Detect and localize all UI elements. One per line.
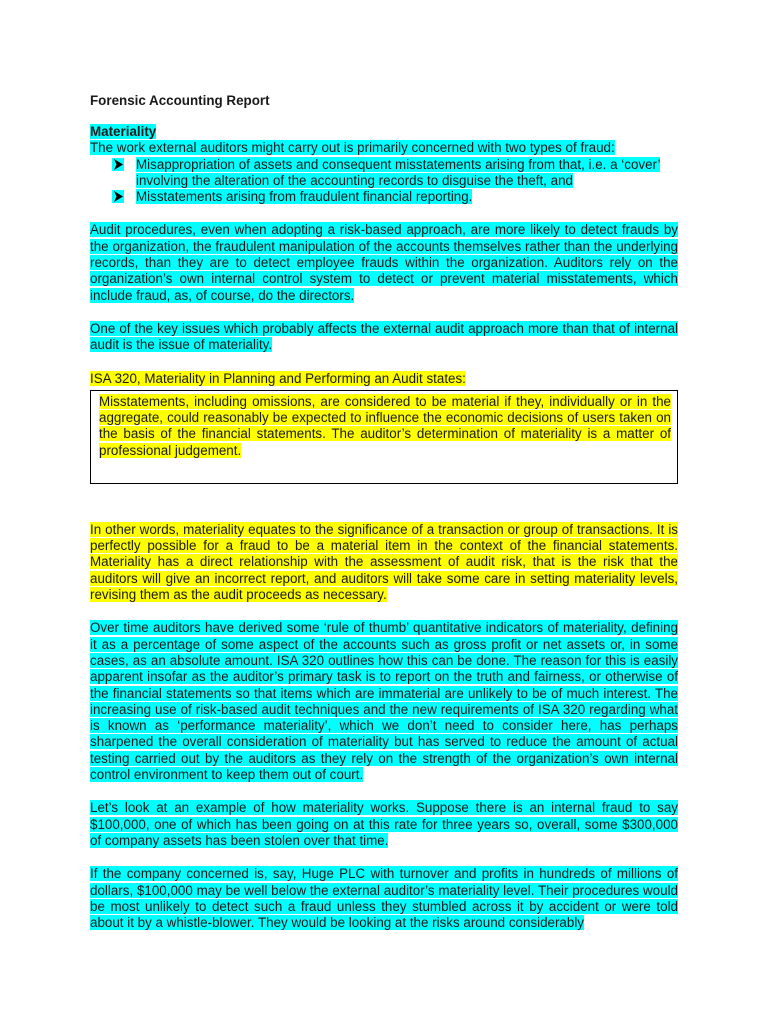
paragraph-audit-procedures (90, 222, 678, 303)
document-title: Forensic Accounting Report (90, 93, 270, 108)
quote-text: Misstatements, including omissions, are considered to be material if they, individually or in the aggregate, could reasonably be expected to influence the economic decisions of users taken on the basis of the financial statements. The auditor’s determination of materiality is a matter of professional judgement. (99, 393, 671, 458)
isa-quote-box (90, 390, 678, 484)
paragraph-text: ISA 320, Materiality in Planning and Performing an Audit states: (90, 370, 466, 386)
paragraph-text: If the company concerned is, say, Huge PLC with turnover and profits in hundreds of millions of dollars, $100,000 may be well below the external auditor’s materiality level. Their procedures would be most unlikely to detect such a fraud unless they stumbled across it by accident or were told about it by a whistle-blower. They would be looking at the risks around considerably (90, 866, 678, 931)
list-item (112, 157, 678, 190)
fraud-types-list (90, 157, 678, 206)
materiality-section (90, 124, 678, 205)
paragraph-over-time (90, 620, 678, 783)
section-heading: Materiality (90, 124, 157, 139)
intro-text: The work external auditors might carry out is primarily concerned with two types of fraud: (90, 140, 615, 156)
paragraph-text: Let’s look at an example of how materiality works. Suppose there is an internal fraud to say $100,000, one of which has been going on at this rate for three years so, overall, some $300,000 of company assets has been stolen over that time. (90, 800, 678, 848)
paragraph-text: In other words, materiality equates to the significance of a transaction or group of transactions. It is perfectly possible for a fraud to be a material item in the context of the financial statements. Materiality has a direct relationship with the assessment of audit risk, that is the risk that the auditors will give an incorrect report, and auditors will take some care in setting materiality levels, revising them as the audit proceeds as necessary. (90, 521, 678, 603)
document-page (90, 92, 678, 948)
paragraph-huge-plc (90, 866, 678, 931)
arrowhead-bullet-icon (112, 158, 124, 171)
arrowhead-bullet-icon (112, 190, 124, 203)
bullet-text: Misappropriation of assets and consequent misstatements arising from that, i.e. a ‘cover’ involving the alteration of the accounting records to disguise the theft, and (136, 156, 661, 188)
paragraph-other-words (90, 522, 678, 603)
paragraph-text: Over time auditors have derived some ‘rule of thumb’ quantitative indicators of materiality, defining it as a percentage of some aspect of the accounts such as gross profit or net assets or, in some cases, as an absolute amount. ISA 320 outlines how this can be done. The reason for this is easily apparent insofar as the auditor’s primary task is to report on the truth and fairness, or otherwise of the financial statements so that items which are immaterial are unlikely to be of much interest. The increasing use of risk-based audit techniques and the new requirements of ISA 320 regarding what is known as ‘performance materiality’, which we don’t need to consider here, has perhaps sharpened the overall consideration of materiality but has served to reduce the amount of actual testing carried out by the auditors as they rely on the strength of the organization’s own internal control environment to keep them out of court. (90, 620, 678, 783)
isa-quote (99, 394, 671, 459)
paragraph-example (90, 800, 678, 849)
paragraph-text: One of the key issues which probably affects the external audit approach more than that of internal audit is the issue of materiality. (90, 320, 678, 353)
bullet-text: Misstatements arising from fraudulent financial reporting. (136, 189, 473, 205)
intro-paragraph (90, 140, 678, 156)
paragraph-isa-intro (90, 371, 678, 387)
paragraph-text: Audit procedures, even when adopting a risk-based approach, are more likely to detect frauds by the organization, the fraudulent manipulation of the accounts themselves rather than the underlying records, than they are to detect employee frauds within the organization. Auditors rely on the organization’s own internal control system to detect or prevent material misstatements, which include fraud, as, of course, do the directors. (90, 222, 678, 303)
paragraph-key-issues (90, 321, 678, 354)
list-item (112, 189, 678, 205)
